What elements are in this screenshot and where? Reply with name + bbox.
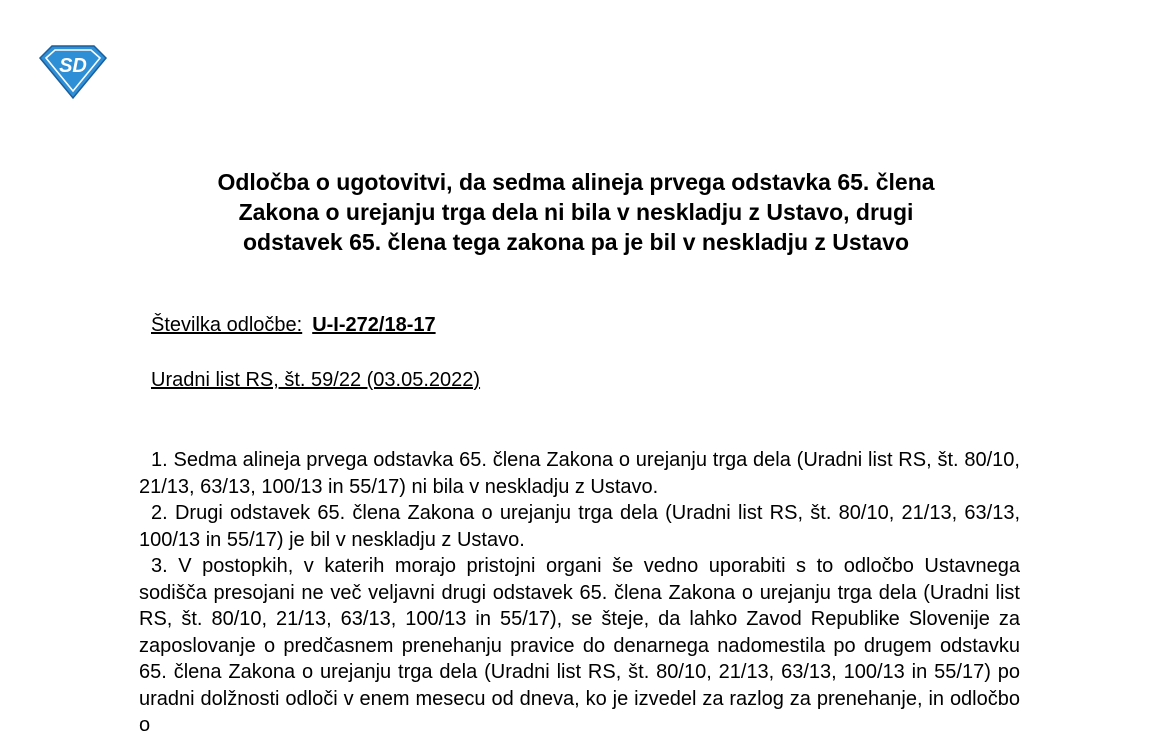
decision-paragraph	[139, 553, 1020, 739]
paragraph-number: 3.	[151, 555, 168, 577]
decision-paragraph	[139, 500, 1020, 553]
decision-paragraph	[139, 447, 1020, 500]
decision-number-line	[151, 312, 436, 338]
logo-letters: SD	[59, 55, 87, 77]
paragraph-number: 1.	[151, 449, 168, 471]
title-line: Zakona o urejanju trga dela ni bila v neskladju z Ustavo, drugi	[238, 199, 914, 225]
document-title	[120, 167, 1032, 257]
title-line: odstavek 65. člena tega zakona pa je bil v neskladju z Ustavo	[243, 229, 909, 255]
paragraph-text: Sedma alineja prvega odstavka 65. člena Zakona o urejanju trga dela (Uradni list RS, št. 80/10, 21/13, 63/13, 100/13 in 55/17) ni bila v neskladju z Ustavo.	[139, 449, 1020, 498]
paragraph-text: Drugi odstavek 65. člena Zakona o urejanju trga dela (Uradni list RS, št. 80/10, 21/13, 63/13, 100/13 in 55/17) je bil v neskladju z Ustavo.	[139, 502, 1020, 551]
sd-shield-logo-icon	[36, 44, 110, 100]
decision-number-label: Številka odločbe:	[151, 314, 303, 336]
paragraph-text: V postopkih, v katerih morajo pristojni organi še vedno uporabiti s to odločbo Ustavnega sodišča presojani ne več veljavni drugi odstavek 65. člena Zakona o urejanju trga dela (Uradni list RS, št. 80/10, 21/13, 63/13, 100/13 in 55/17), se šteje, da lahko Zavod Republike Slovenije za zaposlovanje o predčasnem prenehanju pravice do denarnega nadomestila po drugem odstavku 65. člena Zakona o urejanju trga dela (Uradni list RS, št. 80/10, 21/13, 63/13, 100/13 in 55/17) po uradni dolžnosti odloči v enem mesecu od dneva, ko je izvedel za razlog za prenehanje, in odločbo o	[139, 555, 1020, 736]
paragraph-number: 2.	[151, 502, 168, 524]
decision-number: U-I-272/18-17	[312, 314, 436, 336]
decision-body	[139, 447, 1020, 739]
official-gazette-reference: Uradni list RS, št. 59/22 (03.05.2022)	[151, 369, 481, 391]
title-line: Odločba o ugotovitvi, da sedma alineja prvega odstavka 65. člena	[217, 169, 935, 195]
